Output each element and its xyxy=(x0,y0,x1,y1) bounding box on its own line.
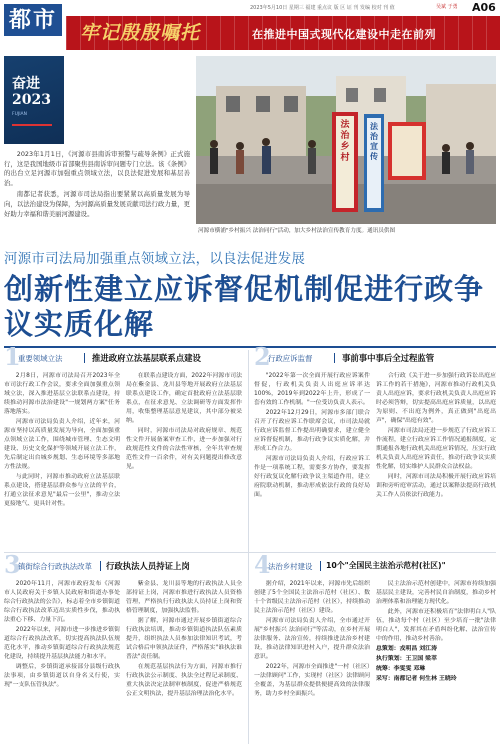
masthead xyxy=(0,0,500,52)
paragraph: 2020年11月，河源市政府发布《河源市人民政府关于乡镇人民政府和街道办事处综合行政执法的公告》，标志着全市乡镇街道综合行政执法改革迈出实质性步伐，推动执法重心下移、力量下沉。 xyxy=(4,581,120,623)
section-number: 4 xyxy=(254,550,271,579)
section-number: 3 xyxy=(4,550,21,579)
paragraph: 2022年12月29日，河源市多部门联合召开了行政应诉工作联席会议，市司法局就行政应诉监督工作提出明确要求，建立健全应诉督促机制，推动行政争议实质化解，并形成工作合力。 xyxy=(254,410,370,452)
paragraph: 调整后，乡镇街道承接部分县级行政执法事项，由乡镇街道以自身名义行使，实现"一支队伍管执法"。 xyxy=(4,664,120,688)
section-divider xyxy=(84,353,85,363)
article-column xyxy=(254,580,370,744)
banner-calligraphy: 牢记殷殷嘱托 xyxy=(80,22,201,44)
intro-text xyxy=(4,150,190,221)
section-divider xyxy=(334,353,335,363)
section-header-3 xyxy=(4,550,244,579)
paragraph: 河源市司法局负责人介绍，全市通过开展"乡村振兴 法治同行"等活动，在乡村开展法律服务、法治宣传，持续推进法治乡村建设，推动法律知识进村入户，提升群众法治意识。 xyxy=(254,618,370,660)
section-title: 事前事中事后全过程监管 xyxy=(342,353,435,363)
section-name: 都市 xyxy=(4,4,62,36)
credit-line: 统筹：李雯雯 邓琳 xyxy=(376,666,426,672)
section-header-1 xyxy=(4,342,244,371)
paragraph: 河源市司法局还进一步规范了行政应诉工作流程，建立行政应诉工作情况通报制度，定期通报各地行政机关出庭应诉情况，压实行政机关负责人出庭应诉责任，推动行政争议实质性化解，切实维护人民群众合法权益。 xyxy=(376,428,496,470)
paragraph: 与此同时，河源市推动政府立法基层联系点建设，搭建基层群众参与立法的平台，打通立法征求意见"最后一公里"，推动立法更接地气、更具针对性。 xyxy=(4,474,120,507)
section-header-2 xyxy=(254,342,494,371)
banner-subtitle: 在推进中国式现代化建设中走在前列 xyxy=(252,28,436,41)
section-title: 10个"全国民主法治示范村(社区)" xyxy=(326,561,446,570)
section-number: 2 xyxy=(254,342,271,371)
section-divider xyxy=(100,561,101,571)
paragraph: 合行政《关于进一步加强行政诉讼出庭应诉工作的若干措施》，河源市推动行政机关负责人出庭应诉，要求行政机关负责人出庭应诉时必须答辩，切实提高出庭应诉质量，以出庭为原则、不出庭为例外，真正做到"出庭出声"，确保"出庭有效"。 xyxy=(376,373,496,424)
article-column xyxy=(126,580,242,744)
main-headline: 创新性建立应诉督促机制促进行政争议实质化解 xyxy=(4,272,485,341)
article-column xyxy=(376,580,496,744)
issue-info: 2023年5月10日 星期三 福建 重点议 版 区 证 刊 发编 校对 刊 值 xyxy=(250,5,395,11)
credit-line: 总策划：戎明昌 刘江涛 xyxy=(376,646,437,652)
section-tag: 法治乡村建设 xyxy=(268,562,313,571)
intro-paragraph: 南都记者获悉，河源市司法局指出要紧紧以高质量发展为导向，以法治建设为保障，为河源高质量发展贡献司法行政力量，更好助力幸福和谐美丽河源建设。 xyxy=(4,190,190,218)
paragraph: 在联系点建设方面，2022年河源市司法局在紫金县、龙川县等地开展政府立法基层联系点建设工作，确定首批政府立法基层联系点，在征求意见、立法调研等方面发挥作用，收集整理基层意见建议，其中部分被采纳。 xyxy=(126,373,242,424)
paragraph: 2022年以来，河源市进一步推进乡镇街道综合行政执法改革，切实提高执法队伍规范化水平，推动乡镇街道综合行政执法规范化建设，持续提升基层执法能力和水平。 xyxy=(4,627,120,660)
photo-sign-1: 法治乡村 xyxy=(340,120,350,163)
section-title: 行政执法人员持证上岗 xyxy=(106,561,190,571)
section-divider-horizontal xyxy=(4,552,496,553)
section-header-4 xyxy=(254,550,498,579)
page-number: A06 xyxy=(472,1,496,14)
section-number: 1 xyxy=(4,342,21,371)
paragraph: 同时，河源市司法局对政府规章、规范性文件开展备案审查工作，进一步加强对行政规范性文件的合法性审核，全年共审查规范性文件一百余件，对有关问题提出修改意见。 xyxy=(126,428,242,470)
paragraph: 据介绍，2021年以来，河源市先后组织创建了5个全国民主法治示范村（社区）、数十个省级民主法治示范村（社区），持续推动民主法治示范村（社区）建设。 xyxy=(254,581,370,614)
paragraph: 民主法治示范村创建中，河源市持续加强基层民主建设，完善村民自治制度，推动乡村治理体系和治理能力现代化。 xyxy=(376,581,496,605)
emblem-title: 奋进2023 xyxy=(12,76,51,108)
paragraph: 2022年，河源市全面推进"一村（社区）一法律顾问"工作，实现村（社区）法律顾问全覆盖，为基层群众提供便捷高效的法律服务，助力乡村全面振兴。 xyxy=(254,664,370,697)
banner xyxy=(66,16,500,50)
campaign-emblem xyxy=(4,56,64,144)
section-title: 推进政府立法基层联系点建设 xyxy=(92,353,201,363)
article-column xyxy=(126,372,242,546)
paragraph: 此外，河源市还积极培育"法律明白人"队伍，推动每个村（社区）至少培育一批"法律明白人"，发挥其在矛盾纠纷化解、法治宣传中的作用，推动乡村善治。 xyxy=(376,609,496,642)
headline-rule xyxy=(4,346,496,348)
paragraph: 2月8日，河源市司法局召开2023年全市司法行政工作会议，要求全面加强重点领域立法，深入推进基层立法联系点建设，持续推动河源市法治建设"一规划两方案"任务落地落实。 xyxy=(4,373,120,415)
photo-sign-2: 法治宣传 xyxy=(370,122,378,161)
emblem-subtitle: FUJIAN xyxy=(12,112,27,117)
credit-line: 执行策划：王卫国 梁萃 xyxy=(376,656,437,662)
section-tag: 行政应诉监督 xyxy=(268,354,313,363)
editor-credit: 吴斌 于勇 xyxy=(436,4,458,10)
section-tag: 镇街综合行政执法改革 xyxy=(18,562,92,571)
paragraph: 紫金县、龙川县等地的行政执法人员全部持证上岗，河源市推进行政执法人员资格管理，严格执行行政执法人员持证上岗和资格管理制度，加强执法监督。 xyxy=(126,581,242,614)
article-column xyxy=(376,372,496,546)
photo-caption: 河源市横浦"乡村振兴 法治同行"活动，加大乡村法治宣传教育力度。通讯员供图 xyxy=(198,228,396,234)
kicker-headline: 河源市司法局加强重点领域立法，以良法促进发展 xyxy=(4,252,306,267)
news-photo xyxy=(196,56,496,224)
paragraph: 同时，河源市司法局积极开展行政应诉培训和旁听庭审活动，通过以案释法提高行政机关工作人员依法行政能力。 xyxy=(376,474,496,498)
section-divider xyxy=(320,561,321,571)
article-column xyxy=(254,372,370,546)
paragraph: 河源市司法局负责人介绍，行政应诉工作是一项系统工程，需要多方协作，要发挥好行政复议化解行政争议主渠道作用，建立府院联动机制，推动形成依法行政的良好局面。 xyxy=(254,456,370,498)
column-divider xyxy=(248,350,249,744)
paragraph: 据了解，河源市通过开展乡镇街道综合行政执法培训，推动乡镇街道执法队伍素质提升，组织执法人员参加法律知识考试，考试合格后申领执法证件，严格落实"谁执法谁普法"责任制。 xyxy=(126,618,242,660)
credit-line: 采写：南都记者 何生林 王晓玲 xyxy=(376,676,457,682)
emblem-accent-line xyxy=(12,124,52,126)
paragraph: "2022年第一次全面开展行政应诉案件督促，行政机关负责人出庭应诉率达100%，2019年到2022年上升，形成了一套有效的工作机制。"一位受访负责人表示。 xyxy=(254,373,370,406)
section-tag: 重要领域立法 xyxy=(18,354,63,363)
article-column xyxy=(4,580,120,744)
paragraph: 在规范基层执法行为方面，河源市推行行政执法公示制度、执法全过程记录制度、重大执法决定法制审核制度，促进严格规范公正文明执法，提升基层治理法治化水平。 xyxy=(126,664,242,697)
paragraph: 河源市司法局负责人介绍，近年来，河源市坚持以高质量发展为导向，全面加强重点领域立法工作，围绕城市管理、生态文明建设、历史文化保护等领域开展立法工作，先后制定出台城乡规划、生态环境等多部地方性法规。 xyxy=(4,419,120,470)
article-column xyxy=(4,372,120,546)
intro-paragraph: 2023年1月1日，《河源市县南诉审预警与疏导条例》正式施行，这是我国地级市首部聚焦县南诉审问题专门立法。该《条例》的出台立足河源市加强重点领域立法，以良法促进发展和基层善治。 xyxy=(4,150,190,187)
